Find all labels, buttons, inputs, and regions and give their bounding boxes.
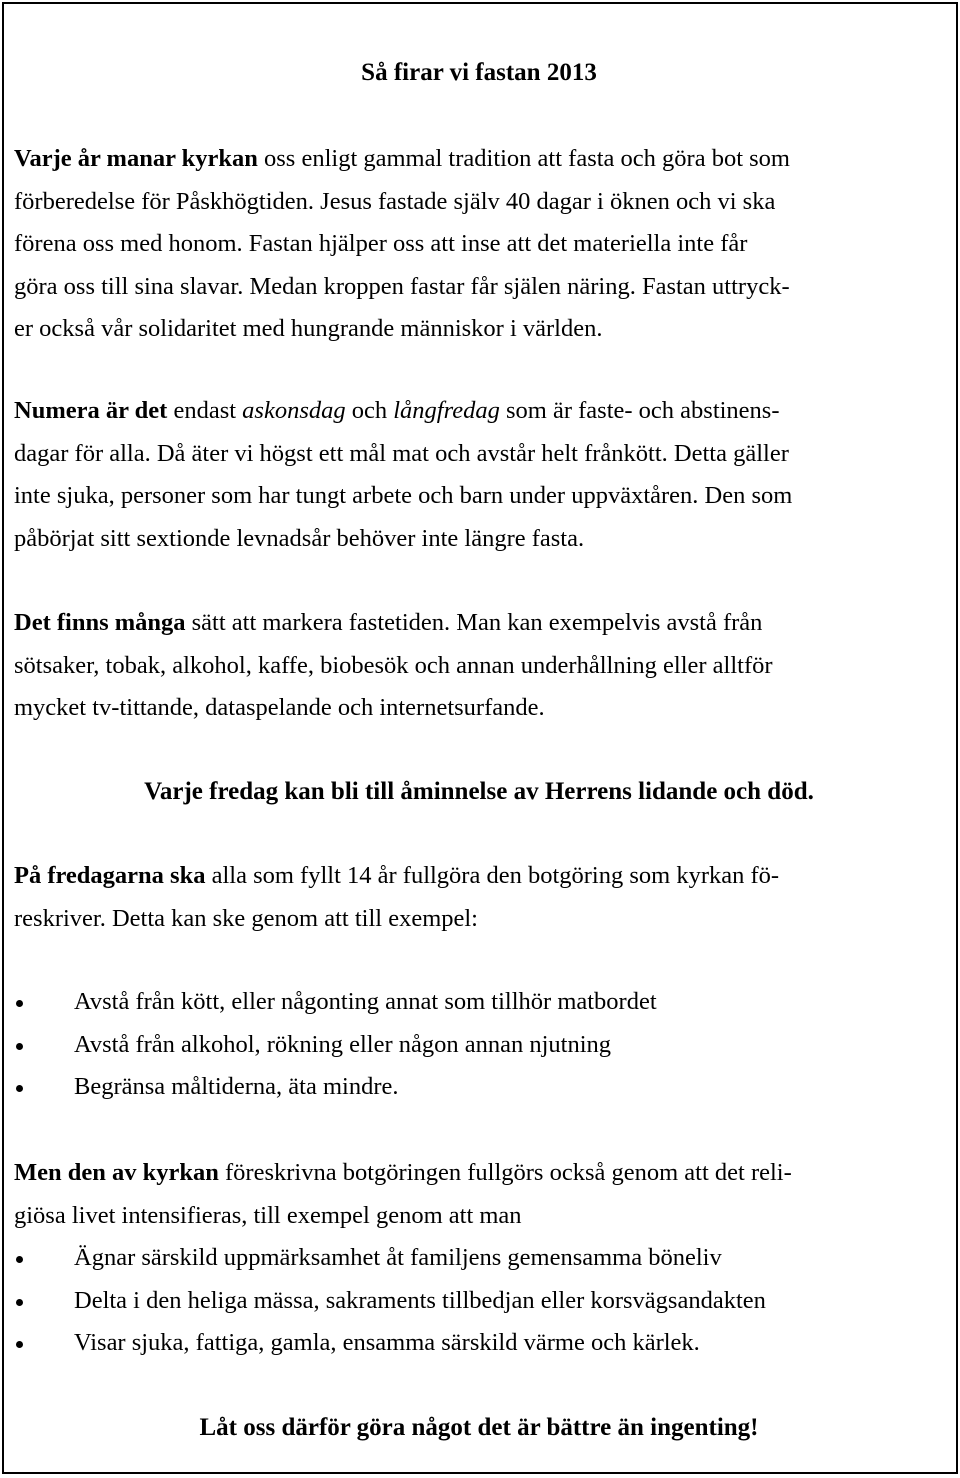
text-run: föreskrivna botgöringen fullgörs också genom att det reli- [218,1159,792,1186]
paragraph-line: mycket tv-tittande, dataspelande och internetsurfande. [14,694,545,721]
italic-term: askonsdag [242,397,346,424]
page-title: Så firar vi fastan 2013 [361,59,597,86]
paragraph-line: dagar för alla. Då äter vi högst ett mål mat och avstår helt frånkött. Detta gäller [14,439,789,467]
list-item [14,1237,944,1280]
text-run: endast [167,397,243,424]
paragraph-religious-life [14,1152,944,1365]
friday-heading: Varje fredag kan bli till åminnelse av Herrens lidande och död. [144,778,814,805]
closing-line: Låt oss därför göra något det är bättre än ingenting! [199,1414,759,1441]
list-item-text: Visar sjuka, fattiga, gamla, ensamma särskild värme och kärlek. [74,1329,700,1356]
paragraph-line: er också vår solidaritet med hungrande människor i världen. [14,315,603,342]
list-item-text: Begränsa måltiderna, äta mindre. [74,1073,399,1100]
bullet-icon [16,1085,23,1092]
list-item [14,1066,944,1109]
paragraph-line: sötsaker, tobak, alkohol, kaffe, biobesök och annan underhållning eller alltför [14,651,773,679]
paragraph-line: förena oss med honom. Fastan hjälper oss att inse att det materiella inte får [14,230,748,257]
paragraph-line: förberedelse för Påskhögtiden. Jesus fastade själv 40 dagar i öknen och vi ska [14,187,776,215]
bold-lead: Men den av kyrkan [14,1159,219,1186]
paragraph-line [14,1152,944,1195]
paragraph-line: reskriver. Detta kan ske genom att till exempel: [14,904,478,932]
text-run: som är faste- och abstinens- [499,397,780,424]
paragraph-fast-days [14,390,944,560]
paragraph-ways [14,602,944,730]
list-item [14,1322,944,1365]
paragraph-line [14,138,944,181]
paragraph-line: inte sjuka, personer som har tungt arbete och barn under uppväxtåren. Den som [14,482,793,509]
bold-lead: På fredagarna ska [14,862,206,889]
bullet-icon [16,1256,23,1263]
list-item [14,1024,944,1067]
bullet-icon [16,1299,23,1306]
list-item-text: Delta i den heliga mässa, sakraments tillbedjan eller korsvägsandakten [74,1286,766,1314]
text-run: och [345,397,394,424]
text-run: alla som fyllt 14 år fullgöra den botgöring som kyrkan fö- [205,862,780,889]
paragraph-line: göra oss till sina slavar. Medan kroppen fastar får själen näring. Fastan uttryck- [14,272,790,300]
paragraph-intro [14,138,944,351]
list-item-text: Avstå från kött, eller någonting annat som tillhör matbordet [74,988,657,1015]
bullet-icon [16,1043,23,1050]
list-item [14,981,944,1024]
document-page [2,2,958,1474]
bold-lead: Det finns många [14,609,186,636]
bullet-icon [16,1341,23,1348]
list-item-text: Avstå från alkohol, rökning eller någon annan njutning [74,1030,612,1058]
text-run: sätt att markera fastetiden. Man kan exempelvis avstå från [185,609,763,636]
paragraph-line [14,390,944,433]
paragraph-line: påbörjat sitt sextionde levnadsår behöver inte längre fasta. [14,524,585,552]
italic-term: långfredag [393,397,500,424]
paragraph-line: giösa livet intensifieras, till exempel genom att man [14,1201,522,1229]
list-penance [14,981,944,1109]
list-devotion [14,1237,944,1365]
paragraph-line [14,855,944,898]
list-item [14,1280,944,1323]
list-item-text: Ägnar särskild uppmärksamhet åt familjens gemensamma böneliv [74,1244,722,1271]
paragraph-fridays [14,855,944,940]
bold-lead: Varje år manar kyrkan [14,145,258,172]
paragraph-line [14,602,944,645]
text-run: oss enligt gammal tradition att fasta och göra bot som [257,145,790,172]
bullet-icon [16,1000,23,1007]
bold-lead: Numera är det [14,397,168,424]
